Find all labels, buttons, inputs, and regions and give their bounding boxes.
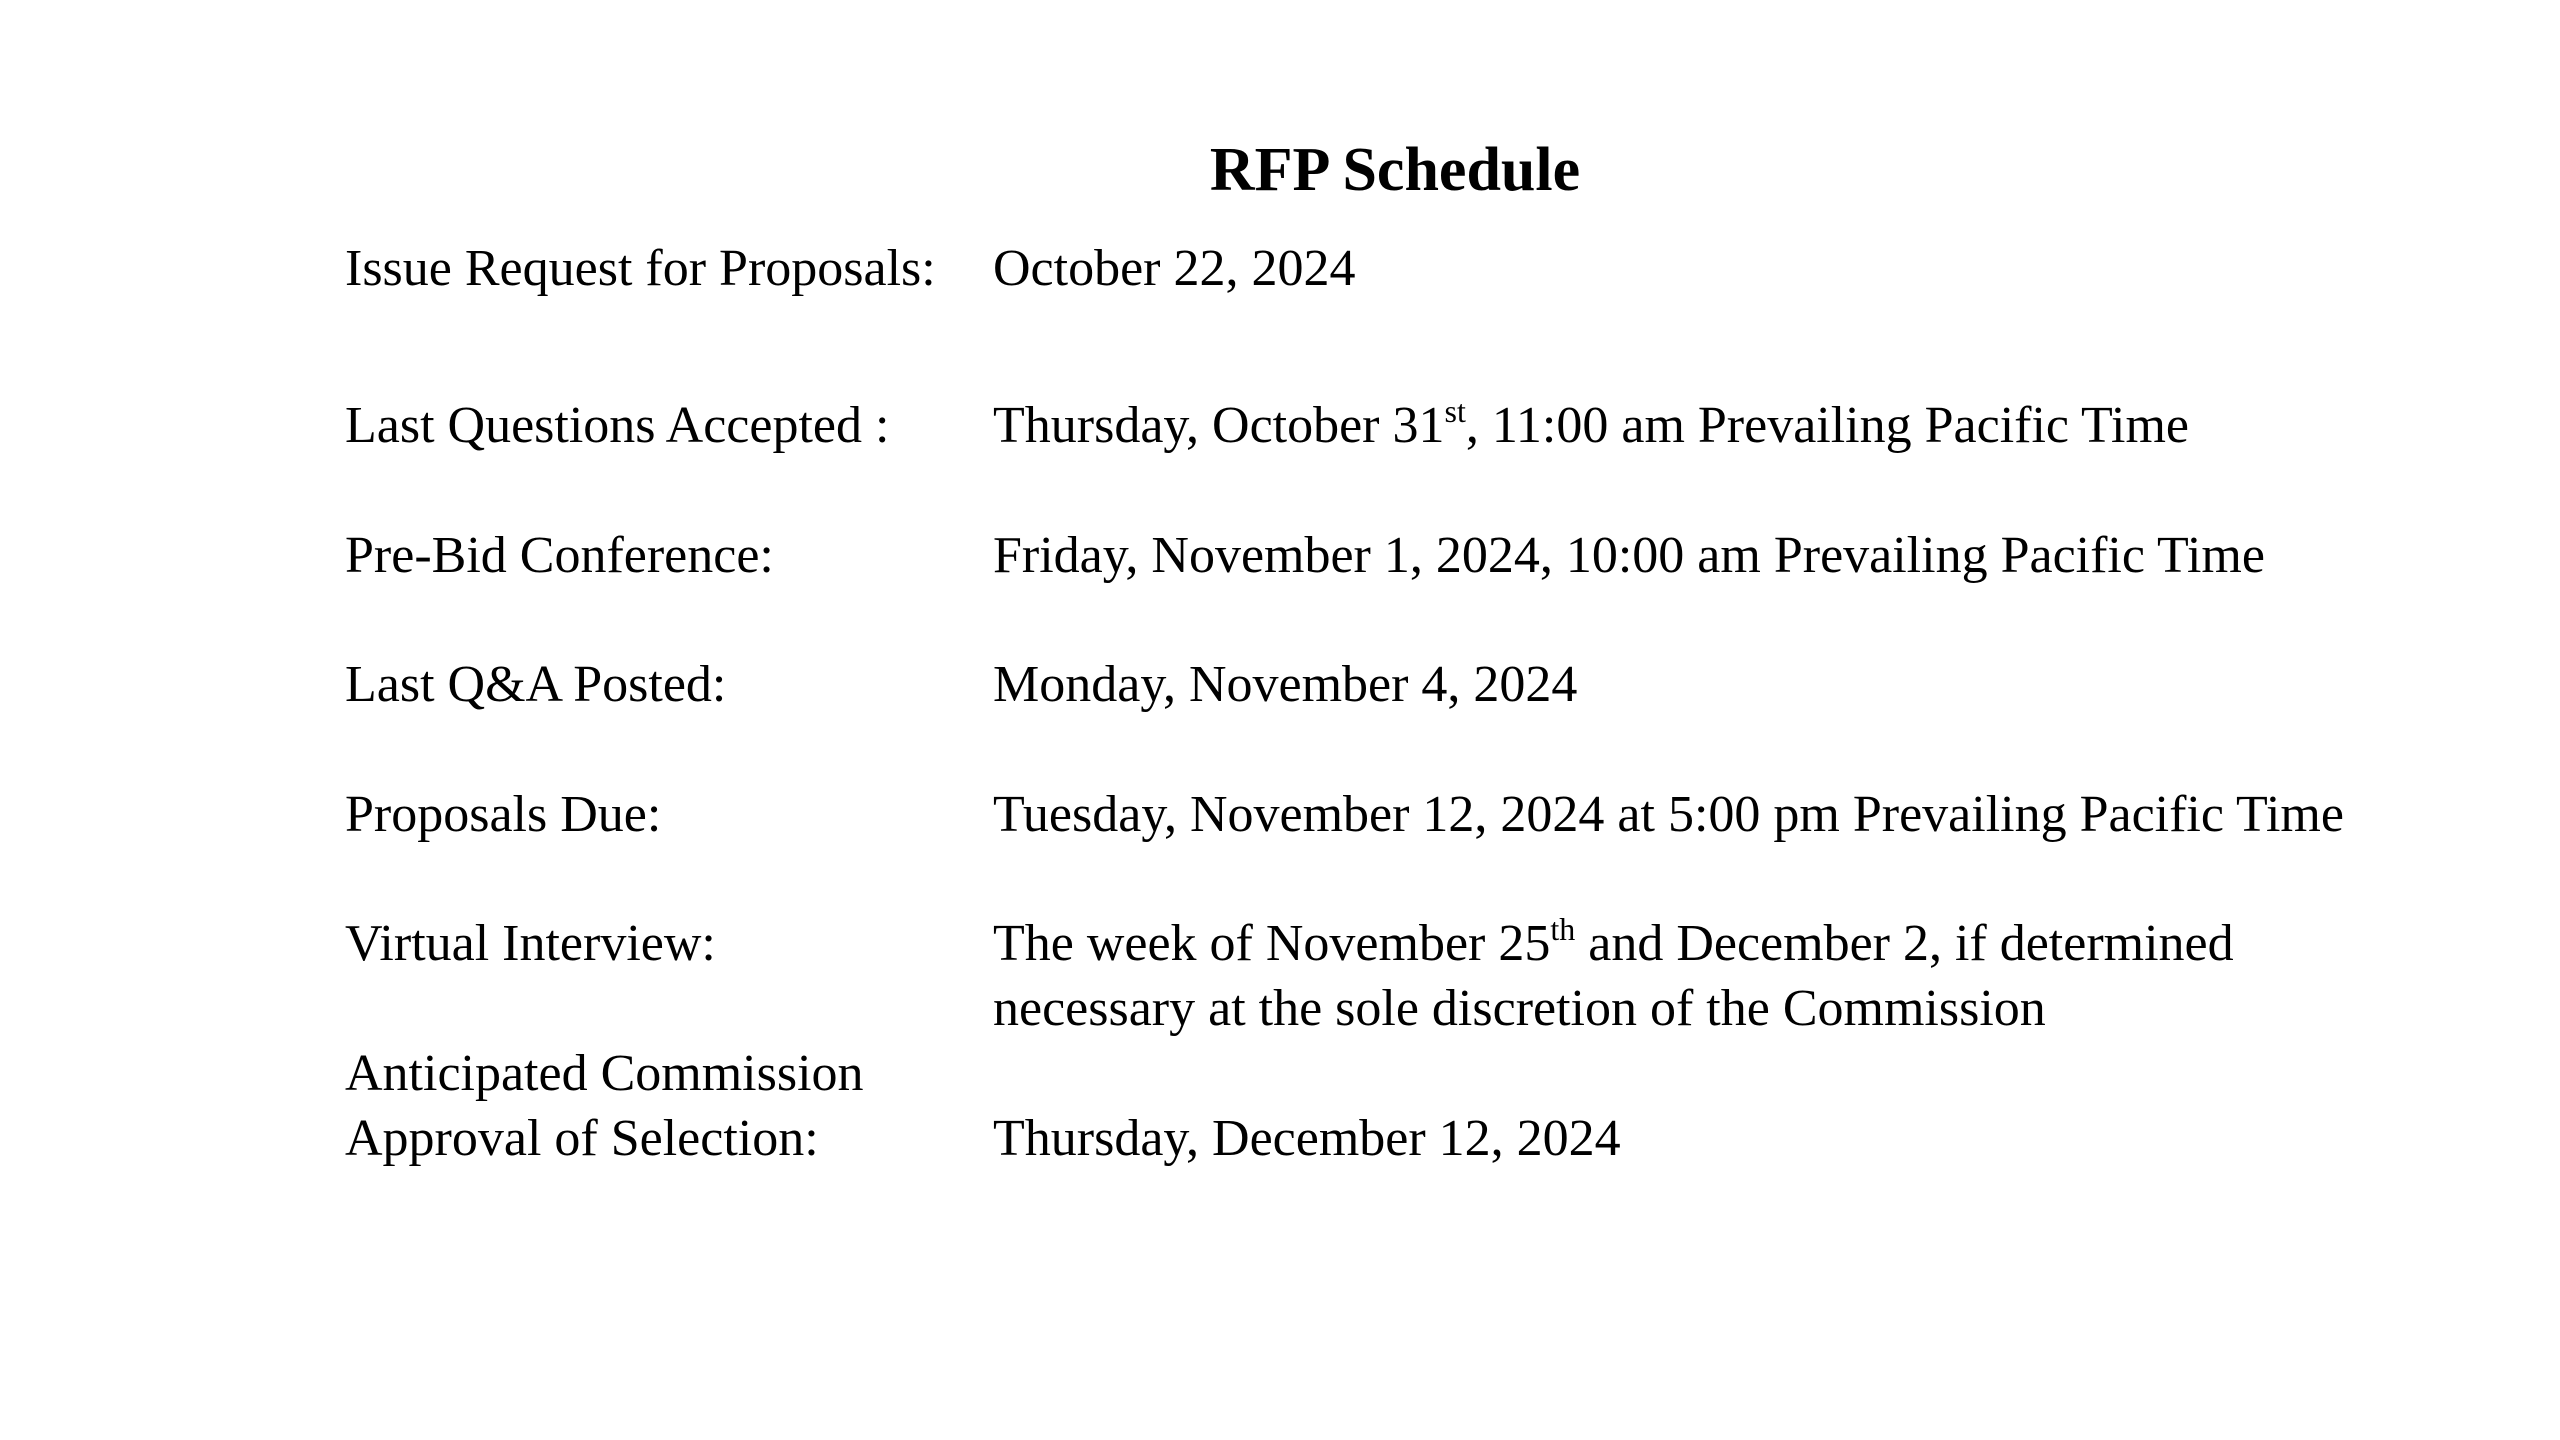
document-title: RFP Schedule bbox=[1209, 136, 1581, 204]
value-text: , 11:00 am Prevailing Pacific Time bbox=[1465, 397, 2189, 454]
schedule-value: Tuesday, November 12, 2024 at 5:00 pm Prevailing Pacific Time bbox=[993, 786, 2344, 843]
label-line: Approval of Selection: bbox=[345, 1110, 819, 1167]
schedule-label: Pre-Bid Conference: bbox=[345, 527, 774, 584]
value-line bbox=[993, 911, 2493, 976]
ordinal-suffix: st bbox=[1444, 393, 1466, 429]
schedule-label: Last Questions Accepted : bbox=[345, 397, 890, 454]
schedule-value bbox=[993, 911, 2493, 1041]
schedule-value bbox=[993, 393, 2493, 458]
schedule-label bbox=[345, 1041, 965, 1171]
label-line: Anticipated Commission bbox=[345, 1045, 864, 1102]
value-text: and December 2, if determined bbox=[1575, 915, 2234, 972]
schedule-value: October 22, 2024 bbox=[993, 240, 1356, 297]
schedule-label: Virtual Interview: bbox=[345, 915, 716, 972]
schedule-value: Friday, November 1, 2024, 10:00 am Prevailing Pacific Time bbox=[993, 527, 2265, 584]
schedule-value: Monday, November 4, 2024 bbox=[993, 656, 1578, 713]
schedule-label: Issue Request for Proposals: bbox=[345, 240, 936, 297]
value-text: Thursday, October 31 bbox=[993, 397, 1445, 454]
ordinal-suffix: th bbox=[1550, 911, 1576, 947]
value-text: The week of November 25 bbox=[993, 915, 1551, 972]
schedule-label: Last Q&A Posted: bbox=[345, 656, 727, 713]
schedule-label: Proposals Due: bbox=[345, 786, 662, 843]
value-line: necessary at the sole discretion of the Commission bbox=[993, 980, 2046, 1037]
schedule-value: Thursday, December 12, 2024 bbox=[993, 1110, 1621, 1167]
